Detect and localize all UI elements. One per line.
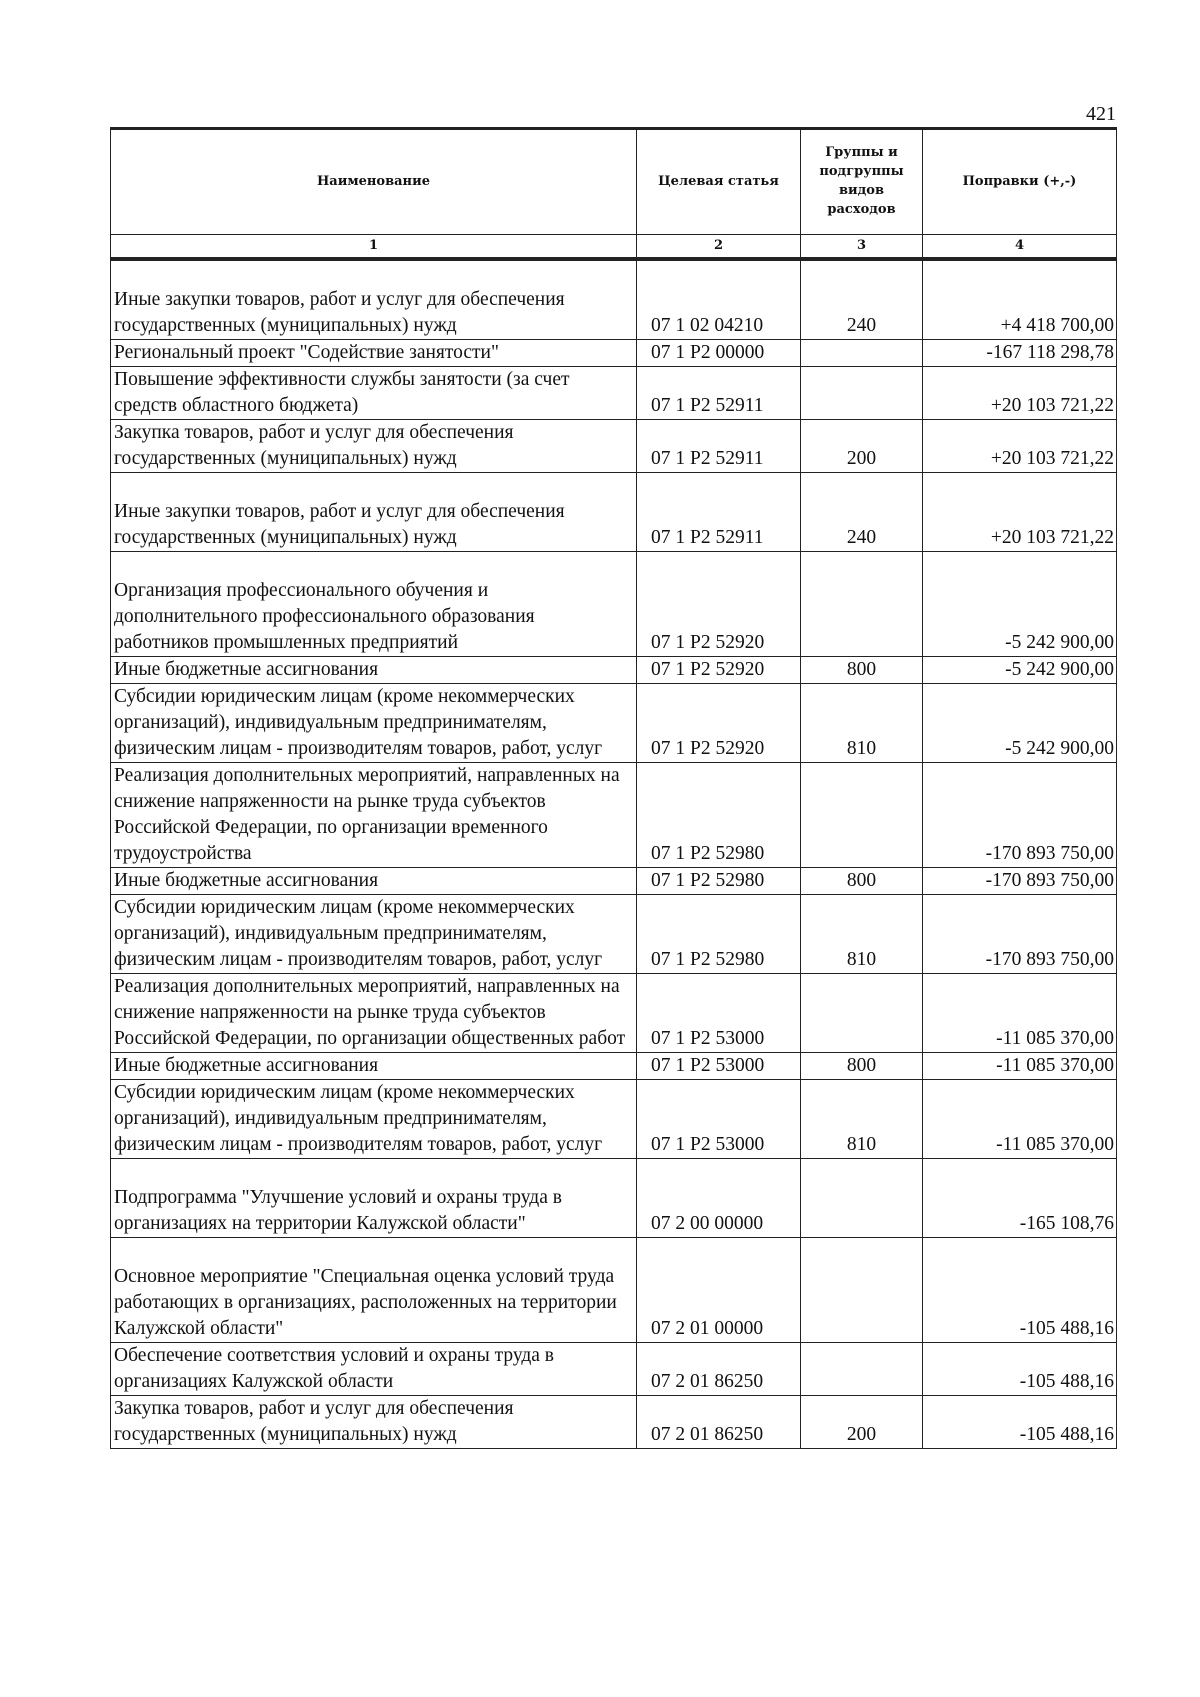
column-number-1: 1	[111, 235, 637, 260]
table-row	[111, 1053, 1117, 1080]
cell-expense-group	[801, 1238, 923, 1343]
cell-name: Субсидии юридическим лицам (кроме некоммерческих организаций), индивидуальным предпринимателям, физическим лицам - производителям товаров, работ, услуг	[111, 895, 637, 974]
cell-amendment: -5 242 900,00	[923, 657, 1117, 684]
column-number-2: 2	[637, 235, 801, 260]
cell-name: Иные закупки товаров, работ и услуг для обеспечения государственных (муниципальных) нужд	[111, 259, 637, 340]
cell-target-article: 07 1 P2 52980	[637, 763, 801, 868]
cell-name: Подпрограмма "Улучшение условий и охраны труда в организациях на территории Калужской области"	[111, 1159, 637, 1238]
cell-target-article: 07 1 P2 52920	[637, 552, 801, 657]
cell-target-article: 07 1 P2 52980	[637, 895, 801, 974]
table-body	[111, 259, 1117, 1449]
cell-name: Закупка товаров, работ и услуг для обеспечения государственных (муниципальных) нужд	[111, 1396, 637, 1449]
cell-target-article: 07 1 P2 52920	[637, 657, 801, 684]
cell-target-article: 07 1 P2 52920	[637, 684, 801, 763]
cell-target-article: 07 2 01 00000	[637, 1238, 801, 1343]
cell-target-article: 07 1 P2 52911	[637, 420, 801, 473]
column-header-name: Наименование	[111, 129, 637, 235]
cell-expense-group	[801, 552, 923, 657]
table-row	[111, 1080, 1117, 1159]
cell-name: Основное мероприятие "Специальная оценка условий труда работающих в организациях, расположенных на территории Калужской области"	[111, 1238, 637, 1343]
cell-amendment: -5 242 900,00	[923, 684, 1117, 763]
cell-amendment: +20 103 721,22	[923, 367, 1117, 420]
cell-target-article: 07 2 01 86250	[637, 1396, 801, 1449]
cell-expense-group	[801, 763, 923, 868]
cell-target-article: 07 1 P2 53000	[637, 1053, 801, 1080]
cell-target-article: 07 2 00 00000	[637, 1159, 801, 1238]
cell-expense-group: 800	[801, 868, 923, 895]
table-row	[111, 1396, 1117, 1449]
cell-target-article: 07 1 P2 53000	[637, 974, 801, 1053]
column-number-4: 4	[923, 235, 1117, 260]
table-row	[111, 340, 1117, 367]
page-number: 421	[1086, 103, 1116, 125]
cell-name: Иные закупки товаров, работ и услуг для обеспечения государственных (муниципальных) нужд	[111, 473, 637, 552]
cell-amendment: -105 488,16	[923, 1238, 1117, 1343]
cell-amendment: -11 085 370,00	[923, 1053, 1117, 1080]
cell-name: Обеспечение соответствия условий и охраны труда в организациях Калужской области	[111, 1343, 637, 1396]
column-header-expense-groups: Группы и подгруппы видов расходов	[801, 129, 923, 235]
cell-name: Субсидии юридическим лицам (кроме некоммерческих организаций), индивидуальным предпринимателям, физическим лицам - производителям товаров, работ, услуг	[111, 684, 637, 763]
cell-amendment: +20 103 721,22	[923, 420, 1117, 473]
table-row	[111, 367, 1117, 420]
cell-amendment: +20 103 721,22	[923, 473, 1117, 552]
cell-expense-group	[801, 1343, 923, 1396]
cell-amendment: -165 108,76	[923, 1159, 1117, 1238]
column-header-amendments: Поправки (+,-)	[923, 129, 1117, 235]
cell-name: Иные бюджетные ассигнования	[111, 868, 637, 895]
cell-name: Повышение эффективности службы занятости (за счет средств областного бюджета)	[111, 367, 637, 420]
table-row	[111, 895, 1117, 974]
cell-name: Реализация дополнительных мероприятий, направленных на снижение напряженности на рынке труда субъектов Российской Федерации, по организации общественных работ	[111, 974, 637, 1053]
cell-amendment: -11 085 370,00	[923, 1080, 1117, 1159]
cell-expense-group	[801, 340, 923, 367]
table-row	[111, 473, 1117, 552]
cell-expense-group: 240	[801, 259, 923, 340]
table-row	[111, 657, 1117, 684]
cell-expense-group: 200	[801, 1396, 923, 1449]
cell-target-article: 07 1 P2 53000	[637, 1080, 801, 1159]
table-header	[111, 129, 1117, 260]
table-row	[111, 420, 1117, 473]
cell-name: Региональный проект "Содействие занятости"	[111, 340, 637, 367]
cell-amendment: -170 893 750,00	[923, 895, 1117, 974]
table-row	[111, 868, 1117, 895]
cell-amendment: -105 488,16	[923, 1396, 1117, 1449]
cell-amendment: -167 118 298,78	[923, 340, 1117, 367]
cell-amendment: -11 085 370,00	[923, 974, 1117, 1053]
cell-target-article: 07 1 P2 52911	[637, 473, 801, 552]
cell-amendment: -170 893 750,00	[923, 868, 1117, 895]
cell-target-article: 07 1 02 04210	[637, 259, 801, 340]
cell-amendment: -5 242 900,00	[923, 552, 1117, 657]
cell-expense-group	[801, 367, 923, 420]
cell-name: Иные бюджетные ассигнования	[111, 1053, 637, 1080]
cell-expense-group: 200	[801, 420, 923, 473]
cell-target-article: 07 1 P2 00000	[637, 340, 801, 367]
cell-expense-group	[801, 974, 923, 1053]
cell-target-article: 07 1 P2 52980	[637, 868, 801, 895]
cell-name: Организация профессионального обучения и дополнительного профессионального образования работников промышленных предприятий	[111, 552, 637, 657]
table-row	[111, 1238, 1117, 1343]
table-row	[111, 684, 1117, 763]
table-row	[111, 763, 1117, 868]
cell-amendment: -105 488,16	[923, 1343, 1117, 1396]
cell-expense-group: 810	[801, 1080, 923, 1159]
table-row	[111, 552, 1117, 657]
table-row	[111, 259, 1117, 340]
cell-expense-group: 240	[801, 473, 923, 552]
cell-expense-group: 800	[801, 1053, 923, 1080]
column-number-3: 3	[801, 235, 923, 260]
cell-expense-group: 810	[801, 895, 923, 974]
cell-name: Реализация дополнительных мероприятий, направленных на снижение напряженности на рынке труда субъектов Российской Федерации, по организации временного трудоустройства	[111, 763, 637, 868]
budget-amendments-table	[110, 127, 1117, 1449]
cell-expense-group	[801, 1159, 923, 1238]
table-row	[111, 1343, 1117, 1396]
cell-name: Субсидии юридическим лицам (кроме некоммерческих организаций), индивидуальным предпринимателям, физическим лицам - производителям товаров, работ, услуг	[111, 1080, 637, 1159]
cell-expense-group: 810	[801, 684, 923, 763]
cell-amendment: +4 418 700,00	[923, 259, 1117, 340]
cell-expense-group: 800	[801, 657, 923, 684]
table-row	[111, 974, 1117, 1053]
cell-name: Иные бюджетные ассигнования	[111, 657, 637, 684]
cell-target-article: 07 2 01 86250	[637, 1343, 801, 1396]
cell-name: Закупка товаров, работ и услуг для обеспечения государственных (муниципальных) нужд	[111, 420, 637, 473]
table-row	[111, 1159, 1117, 1238]
cell-amendment: -170 893 750,00	[923, 763, 1117, 868]
cell-target-article: 07 1 P2 52911	[637, 367, 801, 420]
column-header-target-article: Целевая статья	[637, 129, 801, 235]
